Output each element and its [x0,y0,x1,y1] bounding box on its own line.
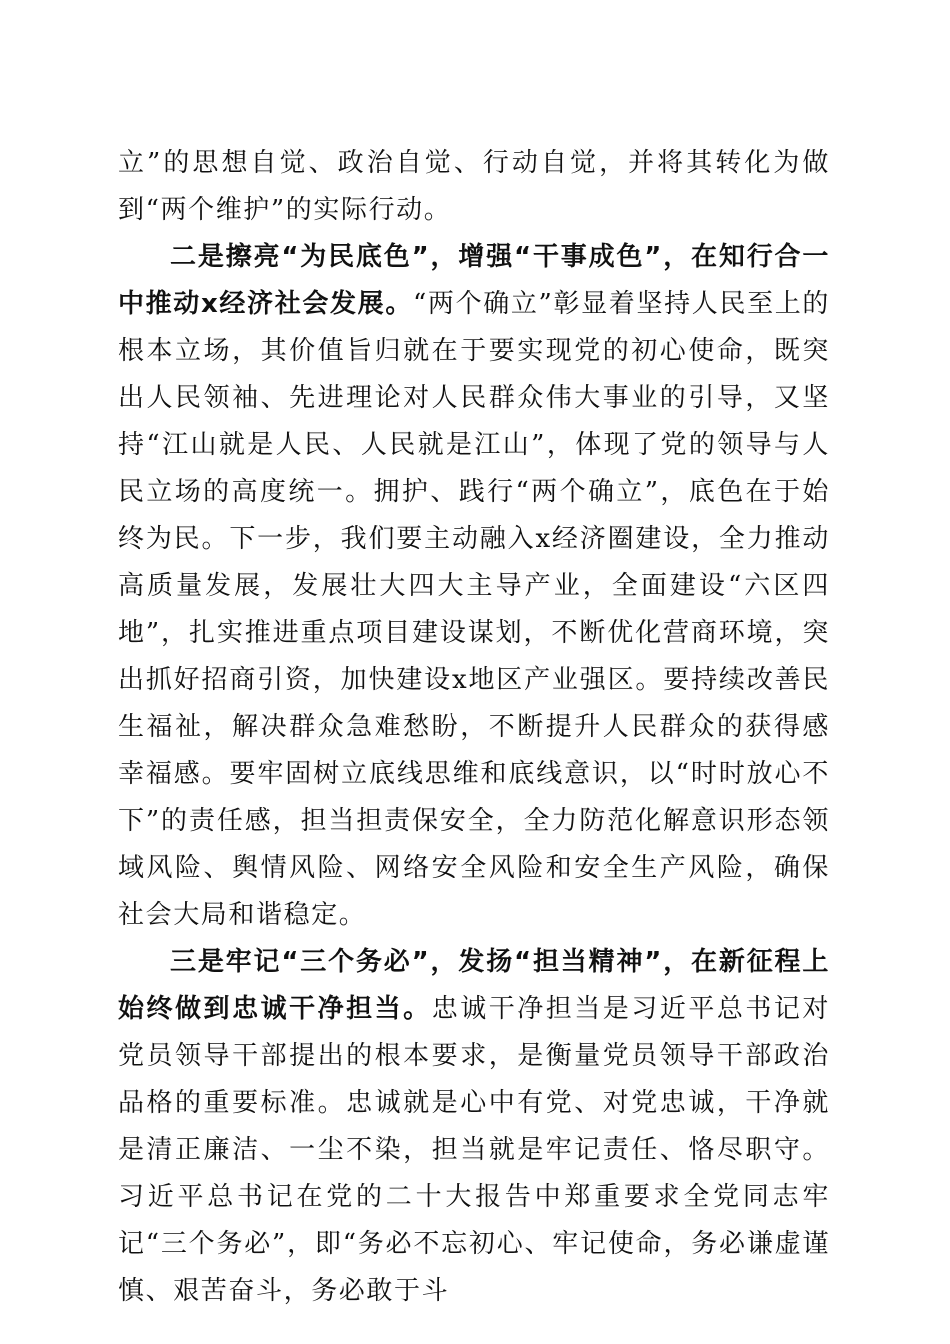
paragraph-point-two [118,234,830,939]
paragraph-point-three [118,939,830,1315]
paragraph-lead-heading: 二是擦亮“为民底色”，增强“干事成色”，在知行合一中推动x经济社会发展。 [118,242,830,319]
paragraph-lead-heading: 三是牢记“三个务必”，发扬“担当精神”，在新征程上始终做到忠诚干净担当。 [118,947,830,1024]
paragraph-continuation [118,140,830,234]
document-body [118,140,830,1315]
paragraph-body: 忠诚干净担当是习近平总书记对党员领导干部提出的根本要求，是衡量党员领导干部政治品格的重要标准。忠诚就是心中有党、对党忠诚，干净就是清正廉洁、一尘不染，担当就是牢记责任、恪尽职守。习近平总书记在党的二十大报告中郑重要求全党同志牢记“三个务必”，即“务必不忘初心、牢记使命，务必谦虚谨慎、艰苦奋斗，务必敢于斗 [118,994,830,1306]
paragraph-body: “两个确立”彰显着坚持人民至上的根本立场，其价值旨归就在于要实现党的初心使命，既突出人民领袖、先进理论对人民群众伟大事业的引导，又坚持“江山就是人民、人民就是江山”，体现了党的领导与人民立场的高度统一。拥护、践行“两个确立”，底色在于始终为民。下一步，我们要主动融入x经济圈建设，全力推动高质量发展，发展壮大四大主导产业，全面建设“六区四地”，扎实推进重点项目建设谋划，不断优化营商环境，突出抓好招商引资，加快建设x地区产业强区。要持续改善民生福祉，解决群众急难愁盼，不断提升人民群众的获得感幸福感。要牢固树立底线思维和底线意识，以“时时放心不下”的责任感，担当担责保安全，全力防范化解意识形态领域风险、舆情风险、网络安全风险和安全生产风险，确保社会大局和谐稳定。 [118,289,830,930]
paragraph-body: 立”的思想自觉、政治自觉、行动自觉，并将其转化为做到“两个维护”的实际行动。 [118,148,830,225]
